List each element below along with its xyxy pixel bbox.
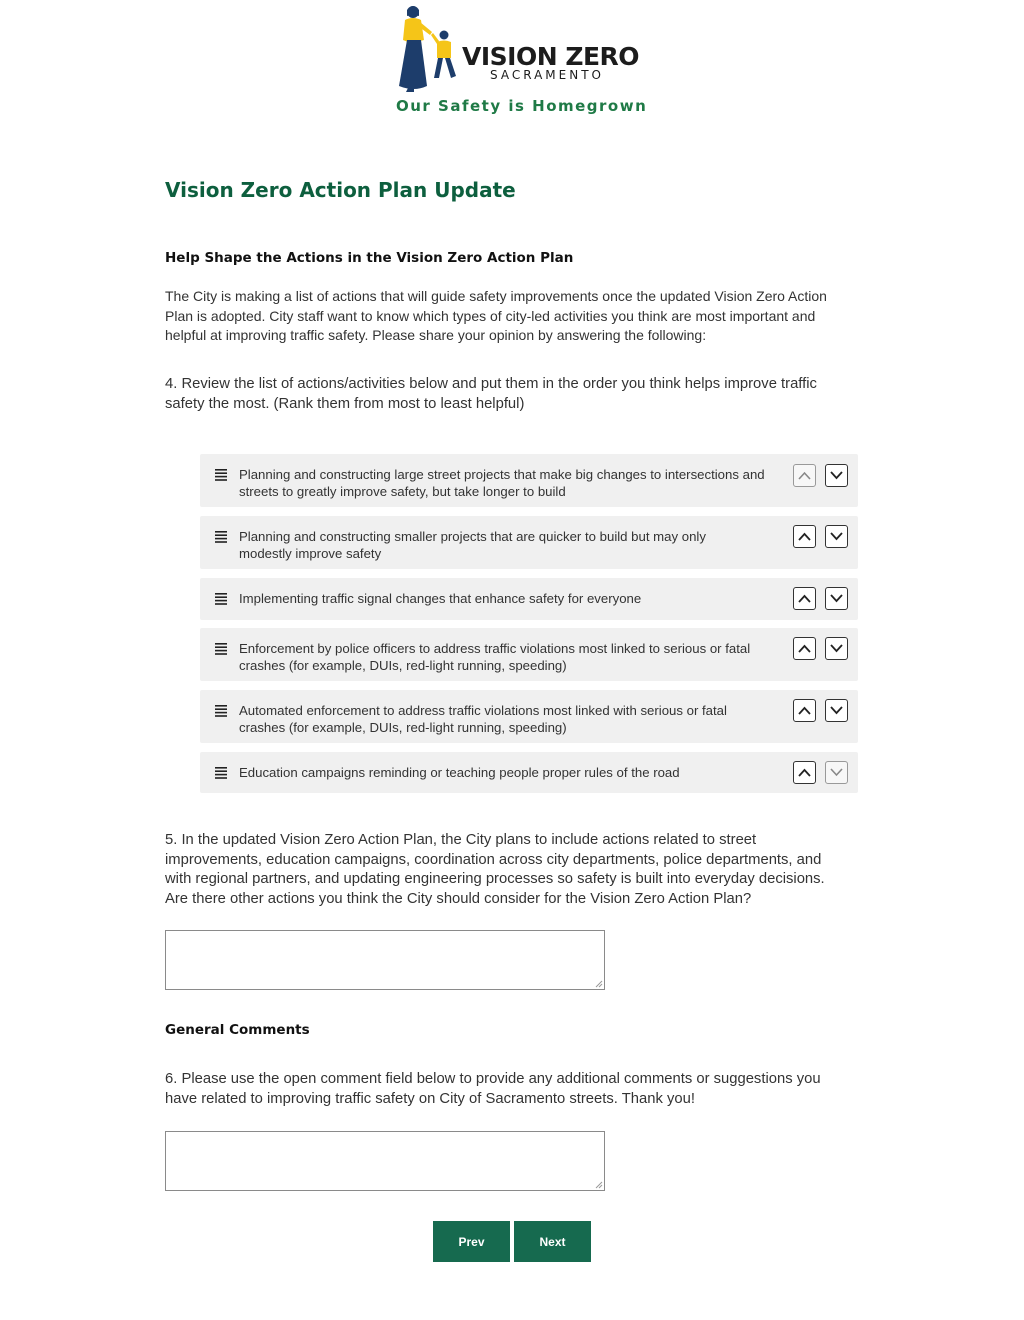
- chevron-up-icon: [798, 532, 811, 541]
- rank-item-line: modestly improve safety: [239, 546, 382, 561]
- rank-item-line: streets to greatly improve safety, but take longer to build: [239, 484, 566, 499]
- rank-item-line: Automated enforcement to address traffic violations most linked with serious or fatal: [239, 703, 727, 718]
- drag-handle-icon[interactable]: [215, 643, 227, 655]
- rank-item[interactable]: [200, 690, 858, 743]
- drag-handle-icon[interactable]: [215, 469, 227, 481]
- prev-button[interactable]: Prev: [433, 1221, 510, 1262]
- chevron-up-icon: [798, 768, 811, 777]
- rank-item-line: Enforcement by police officers to address traffic violations most linked to serious or fatal: [239, 641, 751, 656]
- move-up-button[interactable]: [793, 637, 816, 660]
- move-up-button[interactable]: [793, 699, 816, 722]
- intro-line: The City is making a list of actions that will guide safety improvements once the updated Vision Zero Action: [165, 288, 827, 304]
- question-5-label: [165, 831, 855, 909]
- chevron-down-icon: [830, 768, 843, 777]
- rank-item[interactable]: [200, 752, 858, 793]
- rank-item-line: Planning and constructing smaller projects that are quicker to build but may only: [239, 529, 706, 544]
- chevron-up-icon: [798, 706, 811, 715]
- move-up-button[interactable]: [793, 464, 816, 487]
- section-heading-actions: Help Shape the Actions in the Vision Zero Action Plan: [165, 250, 574, 266]
- question-5-textarea[interactable]: [165, 930, 605, 990]
- rank-item-line: Planning and constructing large street projects that make big changes to intersections and: [239, 467, 765, 482]
- drag-handle-icon[interactable]: [215, 593, 227, 605]
- move-down-button[interactable]: [825, 699, 848, 722]
- move-up-button[interactable]: [793, 525, 816, 548]
- rank-item-label: [239, 764, 789, 781]
- question-line: 4. Review the list of actions/activities below and put them in the order you think helps improve traffic: [165, 376, 817, 392]
- question-line: 6. Please use the open comment field below to provide any additional comments or suggestions you: [165, 1071, 821, 1087]
- logo-tagline: Our Safety is Homegrown: [396, 97, 648, 115]
- question-6-textarea[interactable]: [165, 1131, 605, 1191]
- drag-handle-icon[interactable]: [215, 531, 227, 543]
- intro-line: Plan is adopted. City staff want to know which types of city-led activities you think are most important and: [165, 307, 816, 324]
- rank-item-label: [239, 702, 789, 736]
- drag-handle-icon[interactable]: [215, 767, 227, 779]
- family-walking-icon: [394, 4, 460, 96]
- intro-paragraph: [165, 287, 855, 346]
- rank-item-label: [239, 640, 789, 674]
- move-up-button[interactable]: [793, 587, 816, 610]
- move-down-button[interactable]: [825, 761, 848, 784]
- rank-item-line: Implementing traffic signal changes that enhance safety for everyone: [239, 591, 642, 606]
- rank-item-line: Education campaigns reminding or teaching people proper rules of the road: [239, 765, 680, 780]
- rank-item-label: [239, 528, 789, 562]
- chevron-up-icon: [798, 594, 811, 603]
- rank-item-label: [239, 590, 789, 607]
- question-line: 5. In the updated Vision Zero Action Plan, the City plans to include actions related to street: [165, 832, 757, 848]
- intro-line: helpful at improving traffic safety. Please share your opinion by answering the following:: [165, 327, 707, 343]
- next-button[interactable]: Next: [514, 1221, 591, 1262]
- rank-item[interactable]: [200, 578, 858, 620]
- resize-grip-icon[interactable]: [595, 1181, 603, 1189]
- chevron-down-icon: [830, 594, 843, 603]
- chevron-down-icon: [830, 471, 843, 480]
- move-down-button[interactable]: [825, 464, 848, 487]
- chevron-up-icon: [798, 471, 811, 480]
- vision-zero-logo: [390, 4, 648, 124]
- move-down-button[interactable]: [825, 587, 848, 610]
- question-line: improvements, education campaigns, coordination across city departments, police departments, and: [165, 851, 822, 868]
- rank-item[interactable]: [200, 516, 858, 569]
- question-4-label: [165, 375, 855, 414]
- section-heading-general-comments: General Comments: [165, 1022, 310, 1038]
- question-line: Are there other actions you think the City should consider for the Vision Zero Action Plan?: [165, 890, 752, 907]
- chevron-up-icon: [798, 644, 811, 653]
- question-line: have related to improving traffic safety on City of Sacramento streets. Thank you!: [165, 1090, 695, 1107]
- move-down-button[interactable]: [825, 637, 848, 660]
- rank-item[interactable]: [200, 628, 858, 681]
- rank-item-label: [239, 466, 789, 500]
- logo-title: VISION ZERO: [462, 42, 640, 71]
- chevron-down-icon: [830, 532, 843, 541]
- question-line: with regional partners, and updating engineering processes so safety is built into everyday decisions.: [165, 871, 825, 887]
- chevron-down-icon: [830, 706, 843, 715]
- rank-item-line: crashes (for example, DUIs, red-light running, speeding): [239, 658, 567, 673]
- rank-item-line: crashes (for example, DUIs, red-light running, speeding): [239, 720, 567, 735]
- move-down-button[interactable]: [825, 525, 848, 548]
- question-6-label: [165, 1070, 855, 1109]
- page-title: Vision Zero Action Plan Update: [165, 178, 516, 202]
- resize-grip-icon[interactable]: [595, 980, 603, 988]
- question-line: safety the most. (Rank them from most to least helpful): [165, 395, 525, 412]
- move-up-button[interactable]: [793, 761, 816, 784]
- chevron-down-icon: [830, 644, 843, 653]
- rank-item[interactable]: [200, 454, 858, 507]
- drag-handle-icon[interactable]: [215, 705, 227, 717]
- logo-subtitle: SACRAMENTO: [490, 68, 604, 82]
